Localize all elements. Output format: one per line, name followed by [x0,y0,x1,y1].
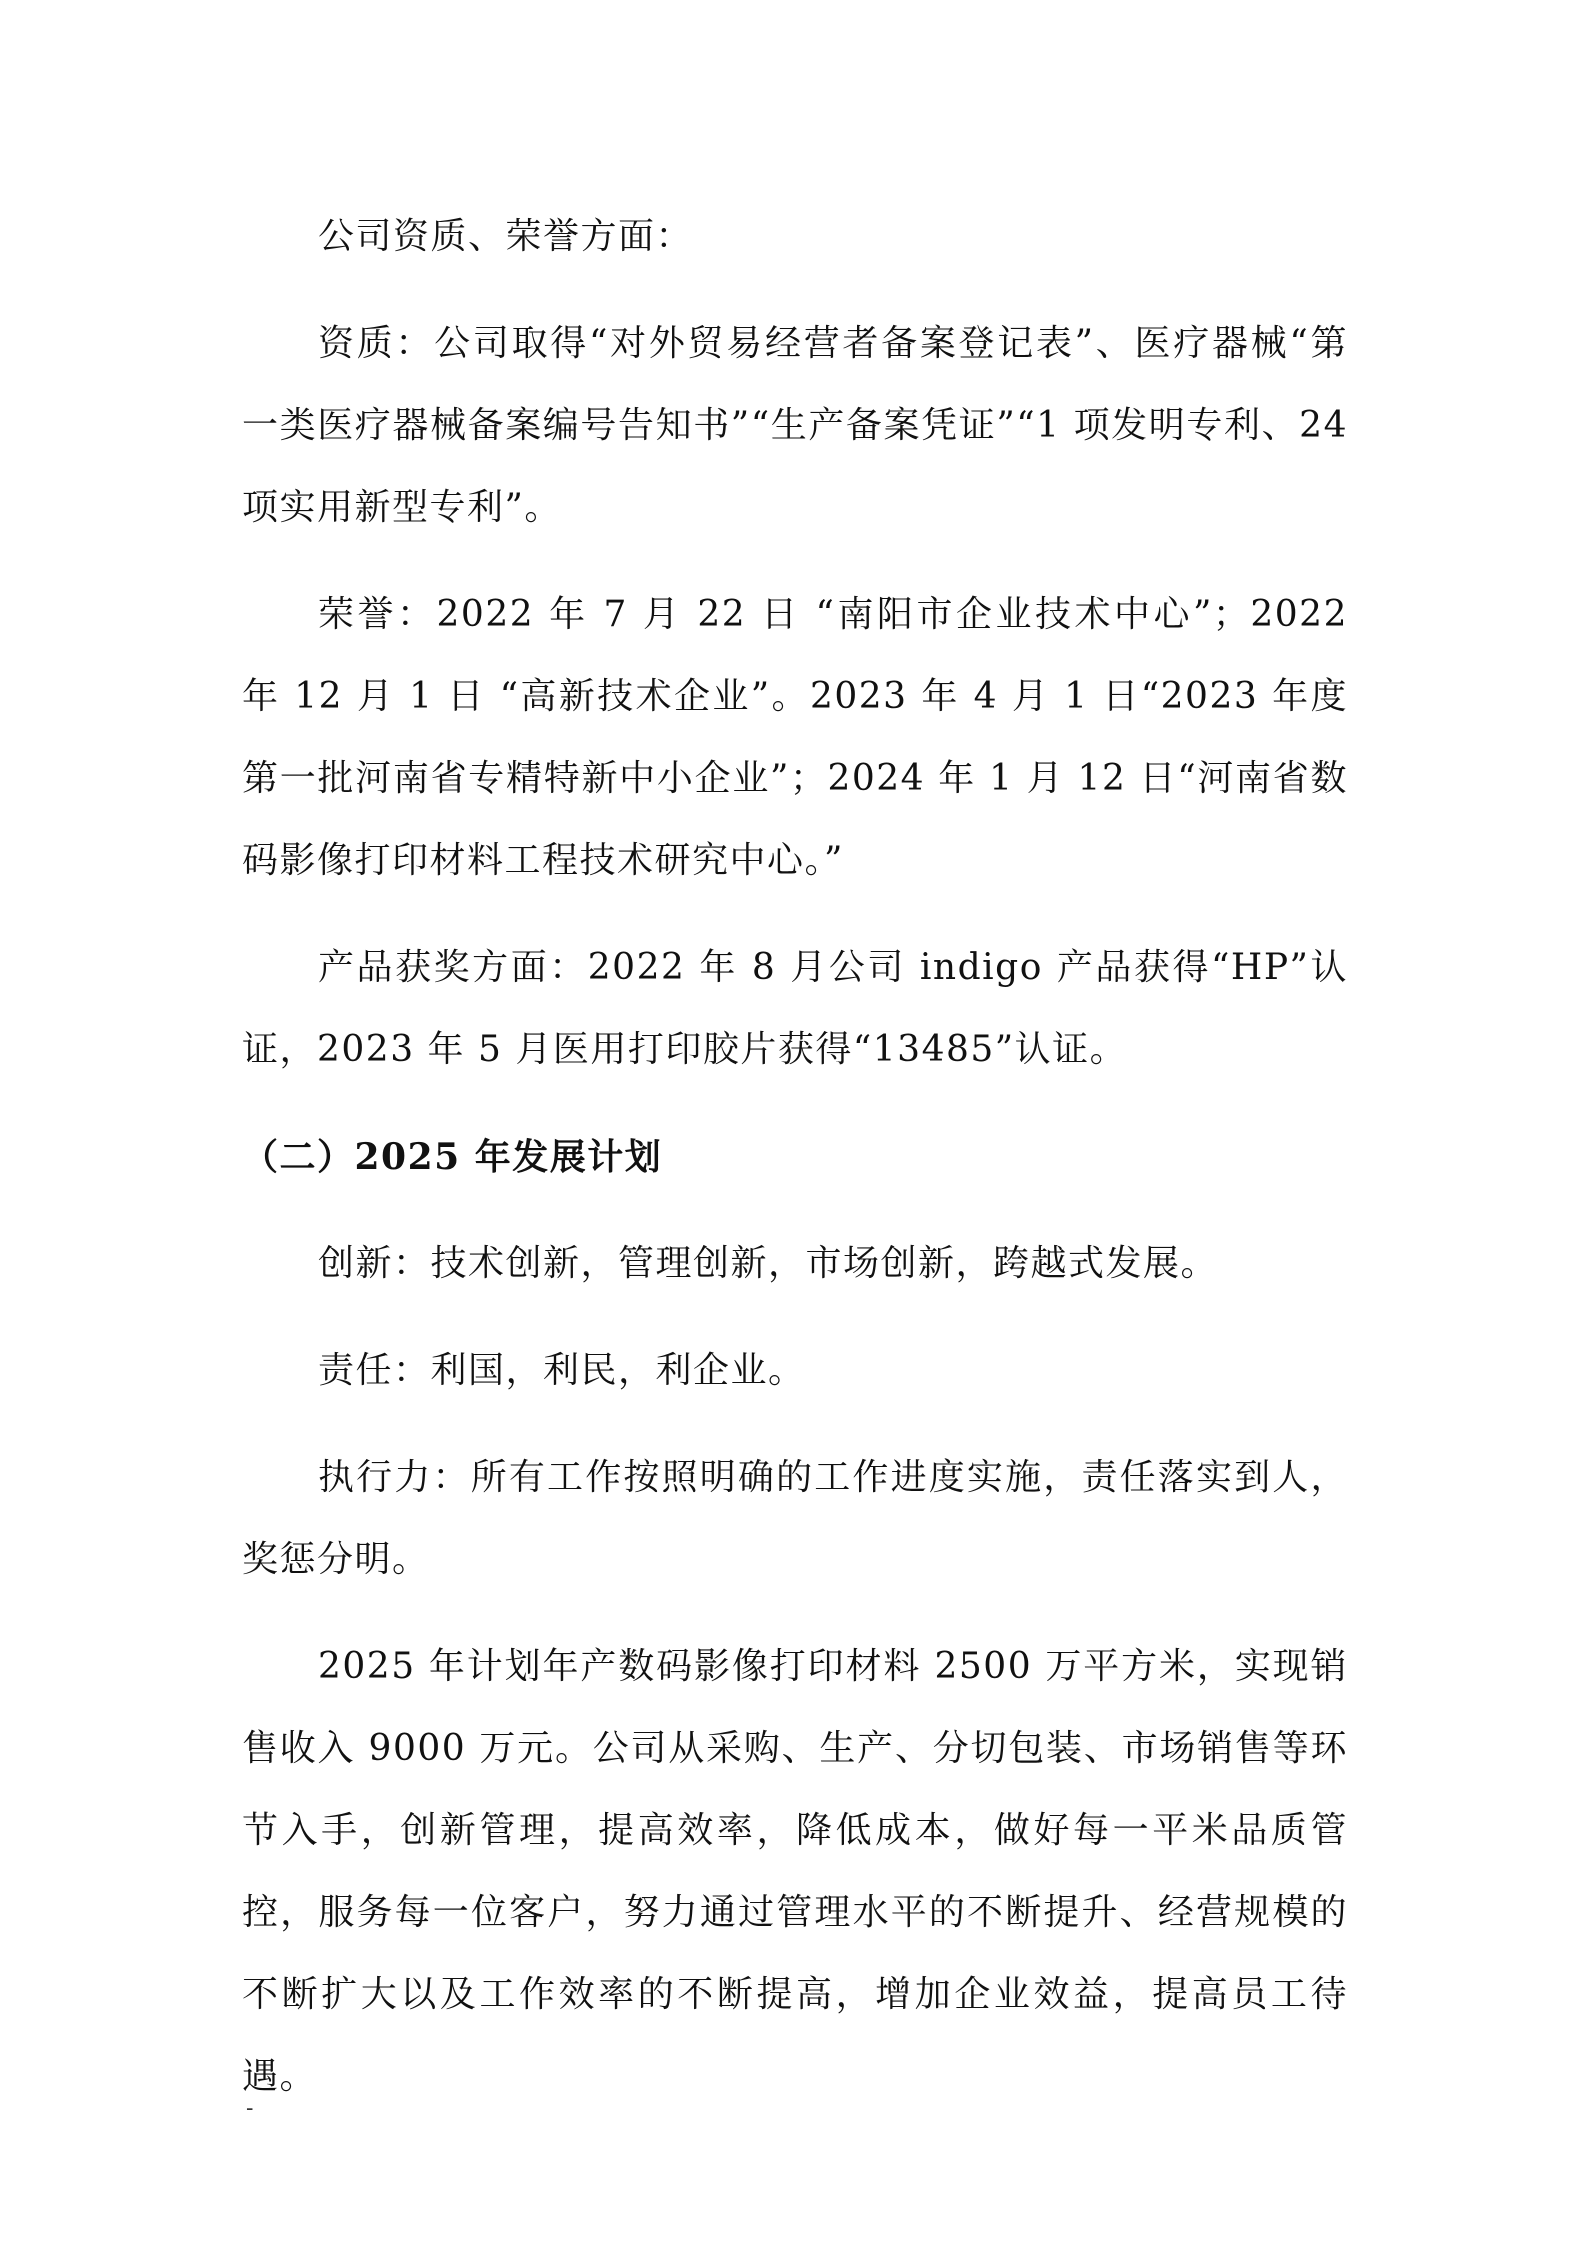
section-heading-2025-plan: （二）2025 年发展计划 [242,1136,663,1178]
paragraph-product-awards: 产品获奖方面：2022 年 8 月公司 indigo 产品获得“HP”认证，2023 年 5 月医用打印胶片获得“13485”认证。 [242,947,1348,1070]
document-body [242,196,1348,2121]
footer-mark: - [246,2096,254,2121]
paragraph-qualifications-intro: 公司资质、荣誉方面： [318,216,694,257]
paragraph-qualifications: 资质：公司取得“对外贸易经营者备案登记表”、医疗器械“第一类医疗器械备案编号告知书”“生产备案凭证”“1 项发明专利、24 项实用新型专利”。 [242,323,1348,528]
paragraph-responsibility: 责任：利国，利民，利企业。 [318,1350,806,1391]
paragraph-innovation: 创新：技术创新，管理创新，市场创新，跨越式发展。 [318,1243,1219,1284]
paragraph-execution: 执行力：所有工作按照明确的工作进度实施，责任落实到人，奖惩分明。 [242,1457,1348,1580]
paragraph-2025-targets: 2025 年计划年产数码影像打印材料 2500 万平方米，实现销售收入 9000 万元。公司从采购、生产、分切包装、市场销售等环节入手，创新管理，提高效率，降低成本，做好每一平米品质管控，服务每一位客户，努力通过管理水平的不断提升、经营规模的不断扩大以及工作效率的不断提高，增加企业效益，提高员工待遇。 [242,1646,1348,2097]
paragraph-honors: 荣誉：2022 年 7 月 22 日 “南阳市企业技术中心”；2022 年 12 月 1 日 “高新技术企业”。2023 年 4 月 1 日“2023 年度第一批河南省专精特新中小企业”；2024 年 1 月 12 日“河南省数码影像打印材料工程技术研究中心。” [242,594,1348,881]
